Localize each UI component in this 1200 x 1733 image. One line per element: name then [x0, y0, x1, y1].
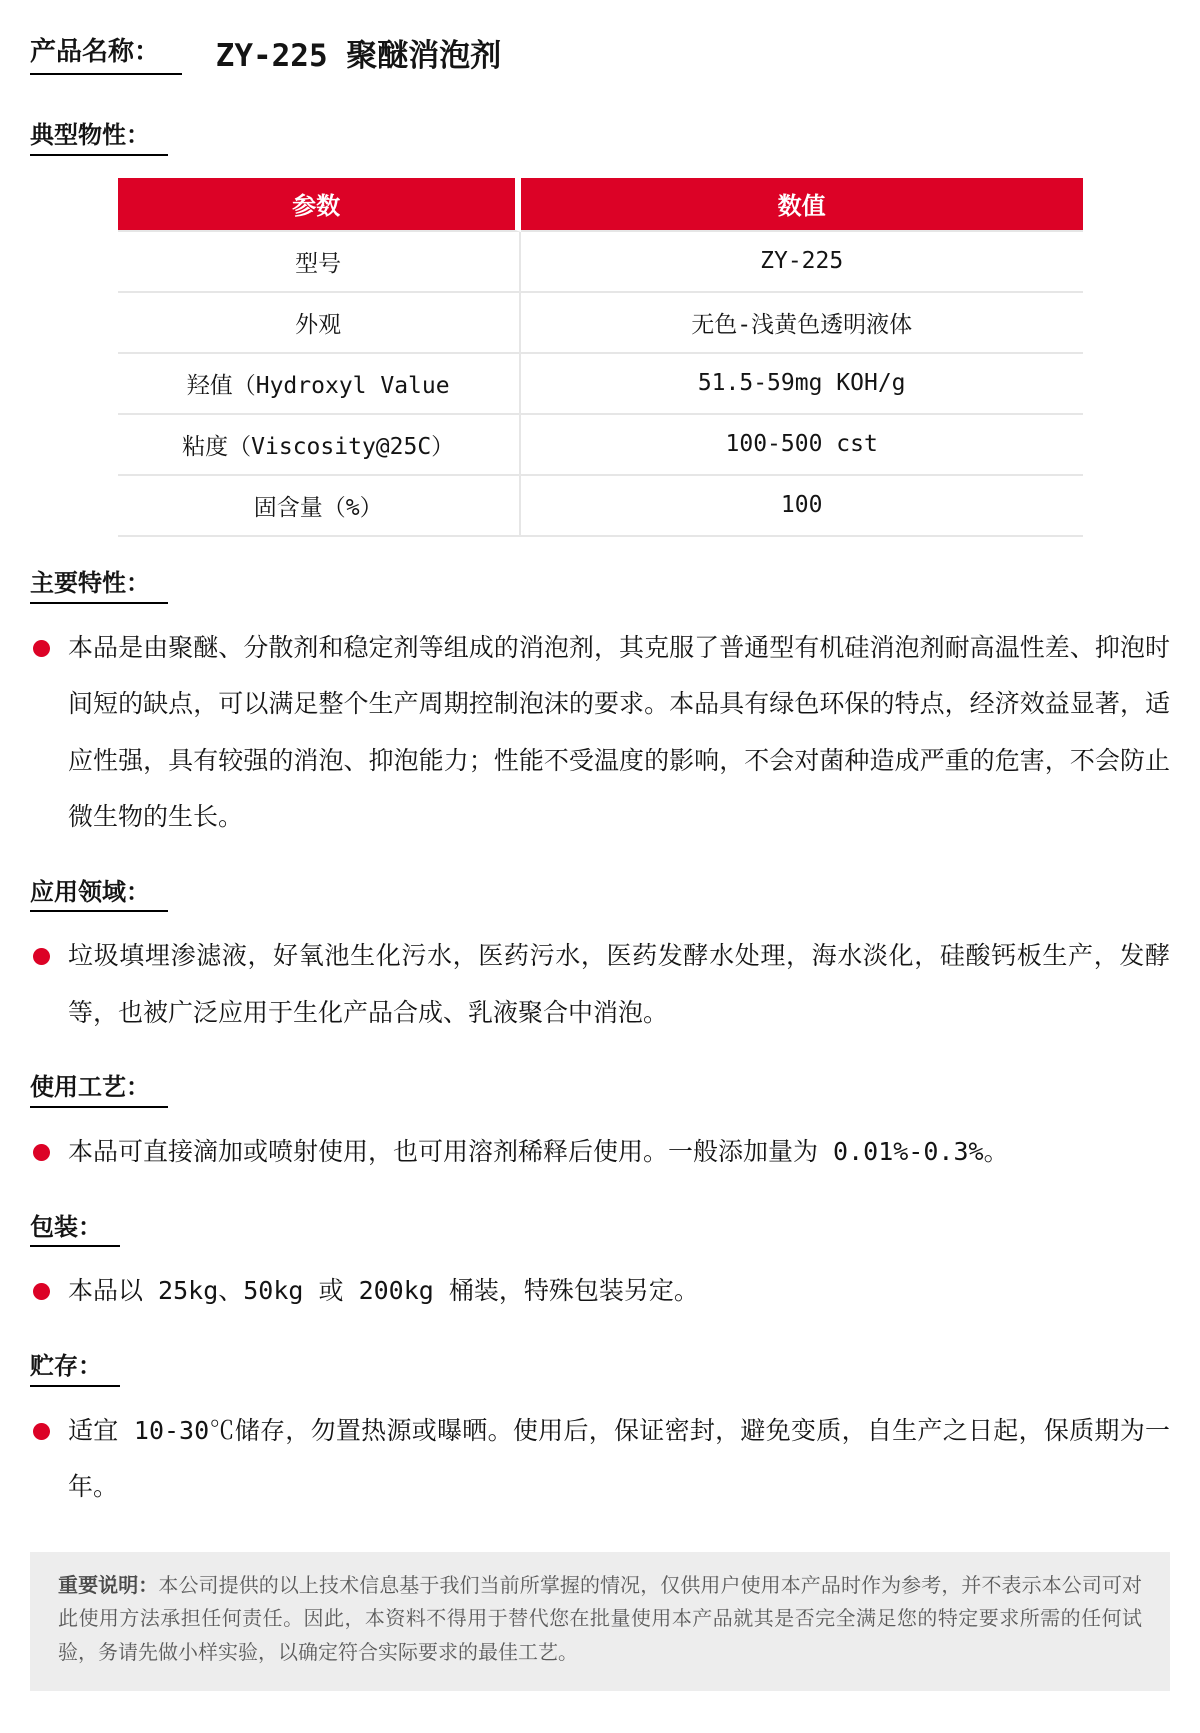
- list-item: [30, 1263, 1170, 1320]
- section-heading-typical-properties: 典型物性：: [30, 121, 1170, 156]
- bullet-list: [30, 620, 1170, 846]
- table-cell-value: ZY-225: [521, 232, 1083, 293]
- bullet-icon: [33, 1423, 50, 1440]
- table-cell-value: 无色-浅黄色透明液体: [521, 293, 1083, 354]
- product-title-label: 产品名称：: [30, 31, 182, 75]
- section-storage: [30, 1352, 1170, 1516]
- list-item: [30, 1403, 1170, 1516]
- table-row: [118, 415, 1083, 476]
- bullet-text: 本品可直接滴加或喷射使用，也可用溶剂稀释后使用。一般添加量为 0.01%-0.3%。: [68, 1137, 1009, 1167]
- bullet-text: 本品是由聚醚、分散剂和稳定剂等组成的消泡剂，其克服了普通型有机硅消泡剂耐高温性差、抑泡时间短的缺点，可以满足整个生产周期控制泡沫的要求。本品具有绿色环保的特点，经济效益显著，适应性强，具有较强的消泡、抑泡能力；性能不受温度的影响，不会对菌种造成严重的危害，不会防止微生物的生长。: [68, 632, 1170, 832]
- bullet-list: [30, 1124, 1170, 1181]
- table-header-cell-parameter: 参数: [118, 178, 521, 232]
- section-heading-packaging: 包装：: [30, 1213, 1170, 1248]
- important-note-text: 本公司提供的以上技术信息基于我们当前所掌握的情况，仅供用户使用本产品时作为参考，并不表示本公司可对此使用方法承担任何责任。因此，本资料不得用于替代您在批量使用本产品就其是否完全满足您的特定要求所需的任何试验，务请先做小样实验，以确定符合实际要求的最佳工艺。: [58, 1572, 1143, 1664]
- table-cell-value: 51.5-59mg KOH/g: [521, 354, 1083, 415]
- bullet-icon: [33, 640, 50, 657]
- section-usage-process: [30, 1073, 1170, 1180]
- bullet-icon: [33, 1144, 50, 1161]
- table-row: [118, 476, 1083, 537]
- table-row: [118, 293, 1083, 354]
- bullet-icon: [33, 1283, 50, 1300]
- section-heading-storage: 贮存：: [30, 1352, 1170, 1387]
- section-main-characteristics: [30, 569, 1170, 846]
- section-packaging: [30, 1213, 1170, 1320]
- list-item: [30, 620, 1170, 846]
- table-header-cell-value: 数值: [521, 178, 1083, 232]
- table-header-row: [118, 178, 1083, 232]
- table-cell-label: 固含量（%）: [118, 476, 521, 537]
- bullet-list: [30, 928, 1170, 1041]
- section-heading-application-fields: 应用领域：: [30, 878, 1170, 913]
- properties-table: [118, 178, 1083, 537]
- bullet-icon: [33, 948, 50, 965]
- important-note-label: 重要说明：: [58, 1572, 159, 1597]
- table-cell-label: 型号: [118, 232, 521, 293]
- bullet-text: 适宜 10-30℃储存，勿置热源或曝晒。使用后，保证密封，避免变质，自生产之日起，保质期为一年。: [68, 1415, 1170, 1502]
- list-item: [30, 928, 1170, 1041]
- table-cell-label: 羟值（Hydroxyl Value: [118, 354, 521, 415]
- table-cell-value: 100-500 cst: [521, 415, 1083, 476]
- list-item: [30, 1124, 1170, 1181]
- bullet-list: [30, 1403, 1170, 1516]
- product-title: ZY-225 聚醚消泡剂: [215, 38, 502, 74]
- bullet-list: [30, 1263, 1170, 1320]
- bullet-text: 本品以 25kg、50kg 或 200kg 桶装，特殊包装另定。: [68, 1276, 699, 1306]
- table-cell-label: 粘度（Viscosity@25C）: [118, 415, 521, 476]
- table-cell-value: 100: [521, 476, 1083, 537]
- product-title-row: [30, 30, 1170, 75]
- table-row: [118, 232, 1083, 293]
- table-row: [118, 354, 1083, 415]
- table-cell-label: 外观: [118, 293, 521, 354]
- important-note-box: [30, 1552, 1170, 1691]
- section-heading-usage-process: 使用工艺：: [30, 1073, 1170, 1108]
- section-heading-main-characteristics: 主要特性：: [30, 569, 1170, 604]
- section-application-fields: [30, 878, 1170, 1042]
- bullet-text: 垃圾填埋渗滤液，好氧池生化污水，医药污水，医药发酵水处理，海水淡化，硅酸钙板生产，发酵等，也被广泛应用于生化产品合成、乳液聚合中消泡。: [68, 941, 1170, 1027]
